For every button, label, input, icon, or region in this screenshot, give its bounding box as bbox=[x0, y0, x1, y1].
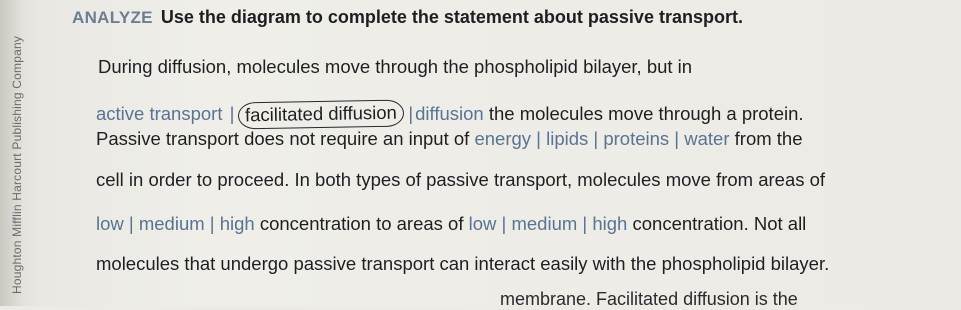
statement-text: from the bbox=[734, 128, 803, 149]
statement-line-6: molecules that undergo passive transport can interact easily with the phospholipid bilayer. bbox=[96, 253, 830, 274]
statement-text: concentration to areas of bbox=[259, 213, 464, 234]
statement-line-5 bbox=[96, 213, 806, 235]
instruction-text: Use the diagram to complete the statement about passive transport. bbox=[160, 7, 743, 27]
statement-line-7-partial: membrane. Facilitated diffusion is the bbox=[500, 289, 798, 309]
statement-text: Passive transport does not require an input of bbox=[96, 128, 470, 149]
statement-text: concentration. Not all bbox=[632, 213, 807, 234]
option-active-transport[interactable]: active transport bbox=[96, 103, 223, 124]
analyze-keyword: ANALYZE bbox=[72, 8, 153, 27]
options-input-type[interactable]: energy | lipids | proteins | water bbox=[474, 128, 730, 149]
statement-line-2 bbox=[96, 101, 804, 128]
option-separator: | bbox=[229, 103, 235, 124]
statement-line-4: cell in order to proceed. In both types of passive transport, molecules move from areas of bbox=[96, 169, 826, 190]
option-diffusion[interactable]: diffusion bbox=[415, 103, 484, 124]
publisher-credit: Houghton Mifflin Harcourt Publishing Company bbox=[10, 35, 24, 294]
statement-text: the molecules move through a protein. bbox=[488, 103, 804, 124]
option-separator: | bbox=[408, 103, 414, 124]
options-concentration-from[interactable]: low | medium | high bbox=[96, 213, 255, 234]
statement-line-1: During diffusion, molecules move through the phospholipid bilayer, but in bbox=[98, 56, 693, 77]
question-heading bbox=[72, 7, 743, 28]
option-facilitated-diffusion-circled[interactable]: facilitated diffusion bbox=[238, 100, 404, 130]
statement-line-3 bbox=[96, 128, 803, 150]
options-concentration-to[interactable]: low | medium | high bbox=[468, 213, 628, 234]
